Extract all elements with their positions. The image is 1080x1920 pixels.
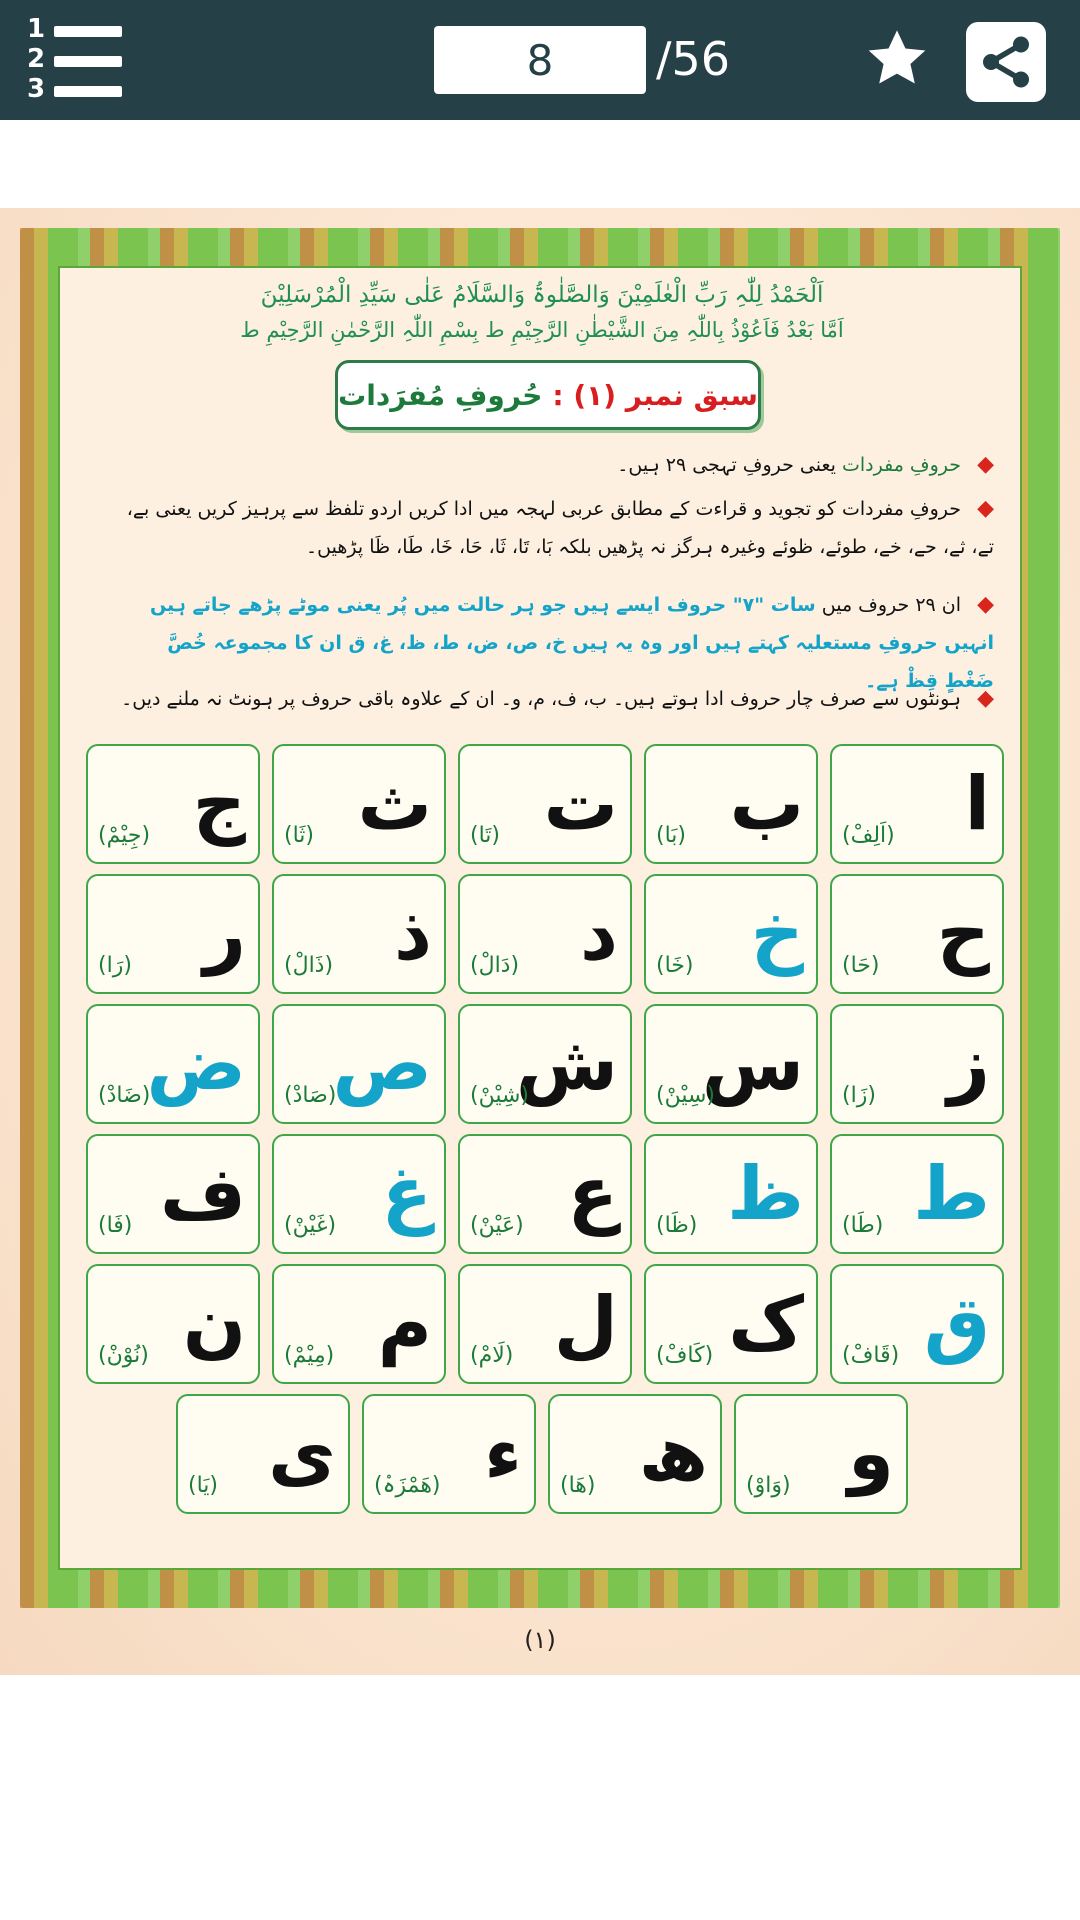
letter-name: (عَیْنْ) bbox=[470, 1213, 524, 1238]
letter-name: (صَادْ) bbox=[284, 1083, 337, 1108]
letter-tile[interactable] bbox=[272, 1004, 446, 1124]
letter-tile[interactable] bbox=[458, 744, 632, 864]
letter-name: (کَافْ) bbox=[656, 1343, 714, 1368]
letter-tile[interactable] bbox=[272, 874, 446, 994]
rule-item: ◆ حروفِ مفردات یعنی حروفِ تہجی ۲۹ ہیں۔ bbox=[617, 452, 994, 477]
letter-name: (ضَادْ) bbox=[98, 1083, 151, 1108]
letter-name: (لَامْ) bbox=[470, 1343, 514, 1368]
letter-name: (بَا) bbox=[656, 823, 686, 848]
bullet-icon: ◆ bbox=[977, 686, 994, 711]
letter-glyph: ل bbox=[553, 1281, 618, 1367]
letter-glyph: ج bbox=[192, 761, 246, 847]
lesson-number: سبق نمبر (۱) : bbox=[552, 378, 758, 412]
letter-glyph: ک bbox=[728, 1281, 804, 1367]
letter-glyph: ص bbox=[332, 1021, 432, 1107]
lesson-title-box bbox=[335, 360, 761, 430]
letter-tile[interactable] bbox=[86, 744, 260, 864]
bullet-icon: ◆ bbox=[977, 496, 994, 521]
letter-glyph: م bbox=[377, 1281, 432, 1367]
letter-tile[interactable] bbox=[830, 1264, 1004, 1384]
letter-name: (اَلِفْ) bbox=[842, 823, 895, 848]
rule-item: ◆ حروفِ مفردات کو تجوید و قراءت کے مطابق عربی لہجہ میں ادا کریں اردو تلفظ سے پرہیز کریں یعنی بے، تے، ثے، حے، خے، طوئے، ظوئے وغیرہ ہرگز نہ پڑھیں بلکہ بَا، تَا، ثَا، حَا، خَا، طَا، ظَا پڑھیں۔ bbox=[126, 496, 994, 558]
letter-name: (خَا) bbox=[656, 953, 694, 978]
header-dua-line-1: اَلْحَمْدُ لِلّٰہِ رَبِّ الْعٰلَمِیْنَ وَالصَّلٰوۃُ وَالسَّلَامُ عَلٰی سَیِّدِ الْمُرْسَلِیْنَ bbox=[260, 282, 824, 308]
letter-tile[interactable] bbox=[86, 1134, 260, 1254]
letter-glyph: ر bbox=[203, 891, 246, 977]
letter-name: (جِیْمْ) bbox=[98, 823, 151, 848]
letter-name: (ھَمْزَہْ) bbox=[374, 1473, 441, 1498]
letter-tile[interactable] bbox=[272, 1134, 446, 1254]
letter-name: (سِیْنْ) bbox=[656, 1083, 715, 1108]
bullet-icon: ◆ bbox=[977, 592, 994, 617]
letter-glyph: ض bbox=[146, 1021, 246, 1107]
decorative-border bbox=[20, 228, 1060, 1608]
letter-name: (قَافْ) bbox=[842, 1343, 900, 1368]
rule-item: ◆ ان ۲۹ حروف میں سات "۷" حروف ایسے ہیں جو ہر حالت میں پُر یعنی موٹے پڑھے جاتے ہیں انہیں حروفِ مستعلیہ کہتے ہیں اور وہ یہ ہیں خ، ص، ض، ط، ظ، غ، ق ان کا مجموعہ خُصَّ ضَغْطٍ قِظْ ہے۔ bbox=[149, 592, 994, 692]
letter-tile[interactable] bbox=[548, 1394, 722, 1514]
letter-tile[interactable] bbox=[830, 874, 1004, 994]
letter-glyph: ق bbox=[923, 1281, 990, 1367]
letter-tile[interactable] bbox=[86, 874, 260, 994]
letter-tile[interactable] bbox=[644, 1134, 818, 1254]
letter-name: (ظَا) bbox=[656, 1213, 698, 1238]
share-icon bbox=[976, 32, 1036, 92]
letter-tile[interactable] bbox=[176, 1394, 350, 1514]
letter-tile[interactable] bbox=[458, 1134, 632, 1254]
letter-glyph: غ bbox=[381, 1151, 432, 1237]
letter-name: (زَا) bbox=[842, 1083, 876, 1108]
letter-glyph: ب bbox=[729, 761, 804, 847]
letter-glyph: ح bbox=[936, 891, 990, 977]
page-footer-number: (۱) bbox=[524, 1626, 556, 1654]
letter-name: (یَا) bbox=[188, 1473, 218, 1498]
letter-tile[interactable] bbox=[272, 744, 446, 864]
header-dua-line-2: اَمَّا بَعْدُ فَاَعُوْذُ بِاللّٰہِ مِنَ الشَّیْطٰنِ الرَّجِیْمِ ط بِسْمِ اللّٰہِ الرَّحْمٰنِ الرَّحِیْمِ ط bbox=[240, 318, 844, 342]
letter-name: (ذَالْ) bbox=[284, 953, 334, 978]
letter-tile[interactable] bbox=[734, 1394, 908, 1514]
index-menu-button[interactable] bbox=[22, 14, 122, 108]
lesson-title: حُروفِ مُفرَدات bbox=[338, 378, 543, 412]
letter-glyph: س bbox=[701, 1021, 804, 1107]
letter-tile[interactable] bbox=[644, 874, 818, 994]
letter-name: (شِیْنْ) bbox=[470, 1083, 529, 1108]
list-number-icon: 1 2 3 bbox=[26, 14, 46, 104]
share-button[interactable] bbox=[966, 22, 1046, 102]
letter-glyph: ط bbox=[913, 1151, 990, 1237]
letter-name: (طَا) bbox=[842, 1213, 884, 1238]
letter-tile[interactable] bbox=[644, 1264, 818, 1384]
page-content bbox=[58, 266, 1022, 1570]
letter-name: (تَا) bbox=[470, 823, 500, 848]
menu-bar-icon bbox=[54, 86, 122, 97]
letter-glyph: خ bbox=[750, 891, 804, 977]
letter-glyph: ش bbox=[515, 1021, 618, 1107]
bookmark-star-button[interactable] bbox=[862, 24, 932, 94]
bullet-icon: ◆ bbox=[977, 452, 994, 477]
book-page bbox=[0, 208, 1080, 1675]
letter-glyph: ء bbox=[484, 1411, 522, 1497]
letter-name: (وَاوْ) bbox=[746, 1473, 791, 1498]
letter-glyph: ذ bbox=[394, 891, 432, 977]
letter-name: (نُوْنْ) bbox=[98, 1343, 149, 1368]
letter-glyph: د bbox=[580, 891, 618, 977]
page-total-label: /56 bbox=[656, 32, 731, 86]
letter-glyph: و bbox=[848, 1411, 894, 1497]
letter-tile[interactable] bbox=[644, 1004, 818, 1124]
letter-tile[interactable] bbox=[272, 1264, 446, 1384]
letter-tile[interactable] bbox=[830, 1134, 1004, 1254]
letter-tile[interactable] bbox=[830, 1004, 1004, 1124]
letter-glyph: ز bbox=[947, 1021, 990, 1107]
letter-tile[interactable] bbox=[86, 1004, 260, 1124]
letter-name: (حَا) bbox=[842, 953, 880, 978]
letter-name: (دَالْ) bbox=[470, 953, 520, 978]
letter-glyph: ث bbox=[357, 761, 432, 847]
letter-glyph: ا bbox=[964, 761, 990, 847]
letter-tile[interactable] bbox=[458, 874, 632, 994]
letter-tile[interactable] bbox=[86, 1264, 260, 1384]
rule-item: ◆ ہونٹوں سے صرف چار حروف ادا ہوتے ہیں۔ ب، ف، م، و۔ ان کے علاوہ باقی حروف پر ہونٹ نہ ملنے دیں۔ bbox=[121, 686, 994, 711]
letter-glyph: ع bbox=[567, 1151, 618, 1237]
letter-tile[interactable] bbox=[644, 744, 818, 864]
letter-name: (غَیْنْ) bbox=[284, 1213, 337, 1238]
letter-glyph: ت bbox=[543, 761, 618, 847]
letter-name: (ثَا) bbox=[284, 823, 314, 848]
menu-bar-icon bbox=[54, 26, 122, 37]
letter-tile[interactable] bbox=[830, 744, 1004, 864]
letter-glyph: ی bbox=[268, 1411, 336, 1497]
letter-name: (فَا) bbox=[98, 1213, 133, 1238]
letter-glyph: ن bbox=[182, 1281, 246, 1367]
top-toolbar bbox=[0, 0, 1080, 120]
page-number-input[interactable] bbox=[434, 26, 646, 94]
letter-glyph: ف bbox=[160, 1151, 246, 1237]
letter-glyph: ظ bbox=[727, 1151, 804, 1237]
letter-glyph: ھ bbox=[638, 1411, 708, 1497]
letter-name: (رَا) bbox=[98, 953, 132, 978]
star-icon bbox=[862, 24, 932, 94]
menu-bar-icon bbox=[54, 56, 122, 67]
letter-tile[interactable] bbox=[458, 1264, 632, 1384]
letter-tile[interactable] bbox=[458, 1004, 632, 1124]
letter-name: (ھَا) bbox=[560, 1473, 596, 1498]
letter-tile[interactable] bbox=[362, 1394, 536, 1514]
letter-name: (مِیْمْ) bbox=[284, 1343, 335, 1368]
